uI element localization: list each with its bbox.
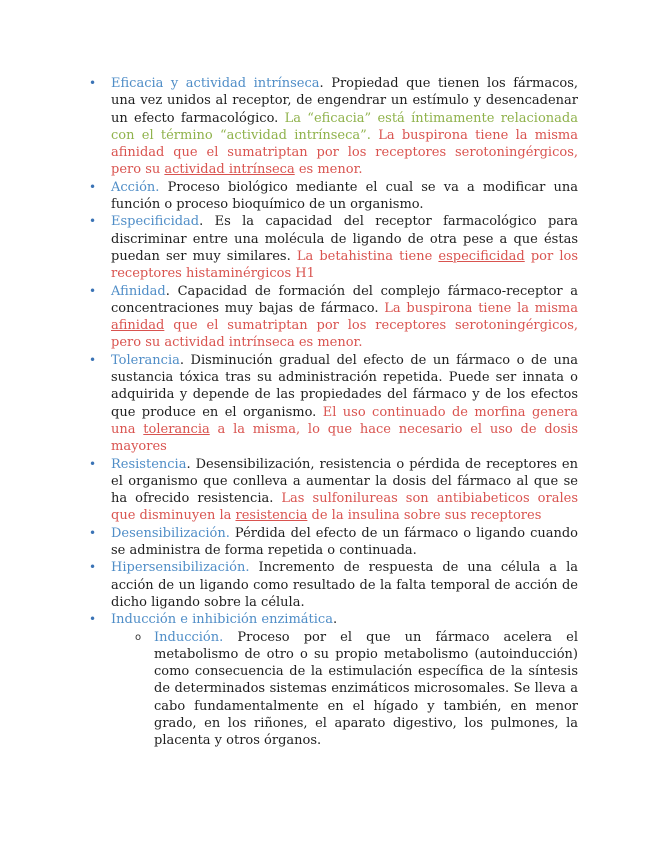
- definitions-list: [89, 75, 578, 750]
- list-item-eficacia: [89, 75, 578, 179]
- bullet-icon: •: [89, 525, 97, 540]
- bullet-icon: •: [89, 560, 97, 575]
- note-especificidad-red: La betahistina tiene: [290, 248, 439, 264]
- bullet-icon: •: [89, 214, 97, 229]
- sub-item-induccion: [135, 629, 578, 750]
- list-item-accion: [89, 179, 578, 214]
- definition-induccion-inhibicion: .: [332, 612, 338, 628]
- bullet-icon: •: [89, 612, 97, 627]
- note-afinidad-red: La buspirona tiene la misma: [378, 300, 578, 316]
- sub-list: [135, 629, 578, 750]
- list-item-induccion-inhibicion: [89, 611, 578, 749]
- note-resistencia-red: Las sulfonilureas son antibiabeticos orales que disminuyen la: [111, 491, 578, 524]
- term-resistencia: Resistencia: [111, 456, 187, 472]
- list-item-hipersensibilizacion: [89, 559, 578, 611]
- note-afinidad-underlined: afinidad: [111, 318, 165, 334]
- bullet-icon: •: [89, 352, 97, 367]
- list-item-desensibilizacion: [89, 525, 578, 560]
- definition-afinidad: . Capacidad de formación del complejo fármaco-receptor a concentraciones muy bajas de fármaco.: [111, 283, 578, 316]
- note-resistencia-red-end: de la insulina sobre sus receptores: [307, 508, 542, 524]
- list-item-especificidad: [89, 213, 578, 282]
- note-tolerancia-red: El uso continuado de morfina genera una: [111, 404, 578, 437]
- term-desensibilizacion: Desensibilización.: [111, 525, 230, 541]
- note-especificidad-underlined: especificidad: [438, 248, 525, 264]
- term-induccion: Inducción.: [154, 629, 224, 645]
- definition-resistencia: . Desensibilización, resistencia o pérdida de receptores en el organismo que conlleva a aumentar la dosis del fármaco al que se ha ofrecido resistencia.: [111, 456, 578, 507]
- note-especificidad-red-end: por los receptores histaminérgicos H1: [111, 248, 578, 282]
- bullet-icon: •: [89, 283, 97, 298]
- term-induccion-inhibicion: Inducción e inhibición enzimática: [111, 612, 333, 628]
- definition-induccion: Proceso por el que un fármaco acelera el metabolismo de otro o su propio metabolismo (autoinducción) como consecuencia de la estimulación específica de la síntesis de determinados sistemas enzimáticos microsomales. Se lleva a cabo fundamentalmente en el hígado y también, en menor grado, en los riñones, el aparato digestivo, los pulmones, la placenta y otros órganos.: [154, 629, 578, 749]
- note-eficacia-green: La “eficacia” está íntimamente relacionada con el término “actividad intrínseca”.: [111, 110, 578, 143]
- list-item-resistencia: [89, 456, 578, 525]
- note-afinidad-red-end: que el sumatriptan por los receptores serotoningérgicos, pero su actividad intrínseca es menor.: [111, 318, 578, 351]
- definition-eficacia: . Propiedad que tienen los fármacos, una vez unidos al receptor, de engendrar un estímulo y desencadenar un efecto farmacológico.: [111, 76, 578, 126]
- definition-accion: Proceso biológico mediante el cual se va a modificar una función o proceso bioquímico de un organismo.: [111, 179, 578, 213]
- term-especificidad: Especificidad: [111, 214, 200, 230]
- term-hipersensibilizacion: Hipersensibilización.: [111, 560, 250, 576]
- note-eficacia-red-end: es menor.: [294, 162, 363, 178]
- list-item-afinidad: [89, 283, 578, 352]
- term-tolerancia: Tolerancia: [111, 352, 180, 368]
- term-eficacia: Eficacia y actividad intrínseca: [111, 76, 320, 91]
- bullet-icon: •: [89, 179, 97, 194]
- note-tolerancia-red-end: a la misma, lo que hace necesario el uso de dosis mayores: [111, 421, 578, 455]
- note-eficacia-red: La buspirona tiene la misma afinidad que el sumatriptan por los receptores serotoningérgicos, pero su: [111, 127, 578, 178]
- note-tolerancia-underlined: tolerancia: [143, 421, 210, 437]
- circle-bullet-icon: o: [135, 631, 142, 643]
- bullet-icon: •: [89, 456, 97, 471]
- definition-desensibilizacion: Pérdida del efecto de un fármaco o ligando cuando se administra de forma repetida o continuada.: [111, 525, 578, 559]
- definition-especificidad: . Es la capacidad del receptor farmacológico para discriminar entre una molécula de ligando de otra pese a que éstas puedan ser muy similares.: [111, 214, 578, 264]
- bullet-icon: •: [89, 76, 97, 90]
- definition-hipersensibilizacion: Incremento de respuesta de una célula a la acción de un ligando como resultado de la falta temporal de acción de dicho ligando sobre la célula.: [111, 560, 578, 610]
- note-resistencia-underlined: resistencia: [235, 508, 308, 524]
- term-afinidad: Afinidad: [111, 283, 166, 299]
- list-item-tolerancia: [89, 352, 578, 456]
- note-eficacia-underlined: actividad intrínseca: [164, 162, 295, 178]
- term-accion: Acción.: [111, 179, 160, 195]
- definition-tolerancia: . Disminución gradual del efecto de un fármaco o de una sustancia tóxica tras su administración repetida. Puede ser innata o adquirida y depende de las propiedades del fármaco y de los efectos que produce en el organismo.: [111, 352, 578, 420]
